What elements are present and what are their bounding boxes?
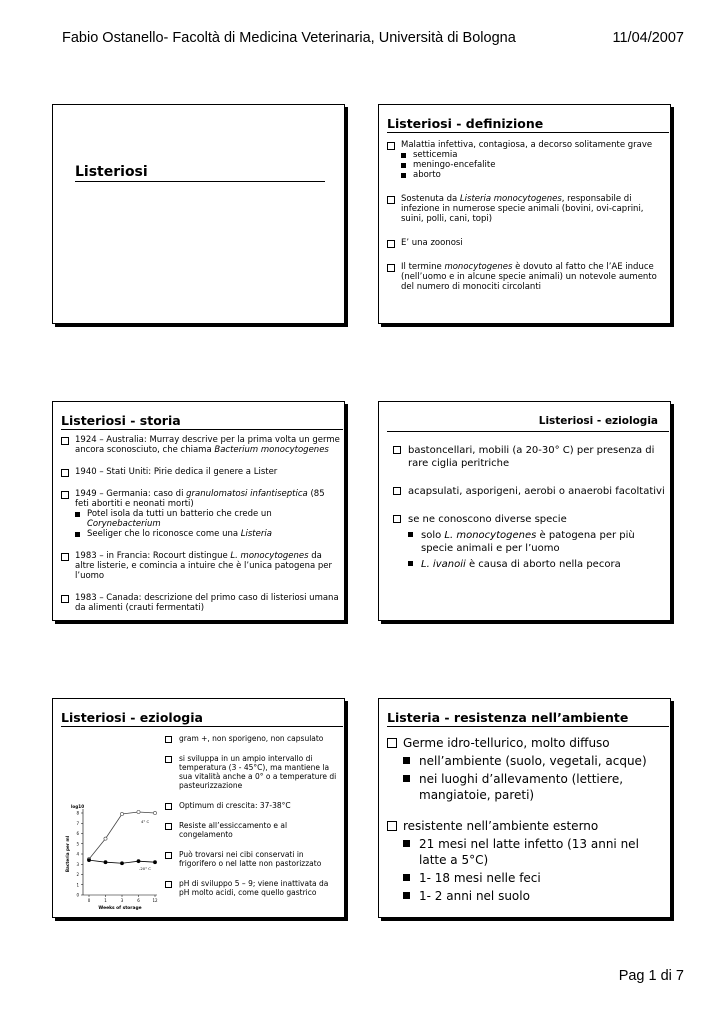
slide-definizione	[378, 104, 671, 324]
slide-title: Listeria - resistenza nell’ambiente	[387, 710, 629, 725]
list-item: resistente nell’ambiente esterno	[387, 818, 667, 834]
checkbox-bullet-icon	[387, 142, 395, 150]
list-item: solo L. monocytogenes è patogena per più specie animali e per l’uomo	[408, 529, 668, 555]
x-tick-label: 1	[104, 898, 107, 903]
data-point	[153, 861, 156, 864]
slide-storia	[52, 401, 345, 621]
list-item: nell’ambiente (suolo, vegetali, acque)	[403, 753, 667, 769]
square-bullet-icon	[401, 173, 406, 178]
list-item: 1940 – Stati Uniti: Pirie dedica il genere a Lister	[61, 467, 341, 477]
list-item: 1924 – Australia: Murray descrive per la prima volta un germe ancora sconosciuto, che chiama Bacterium monocytogenes	[61, 435, 341, 455]
title-underline	[387, 431, 669, 432]
list-item: bastoncellari, mobili (a 20-30° C) per presenza di rare ciglia peritriche	[393, 444, 668, 470]
title-underline	[75, 181, 325, 182]
list-item: 1- 2 anni nel suolo	[403, 888, 667, 904]
y-axis-label: Bacteria per ml	[65, 835, 70, 873]
checkbox-bullet-icon	[165, 852, 172, 859]
list-item: Germe idro-tellurico, molto diffuso	[387, 735, 667, 751]
square-bullet-icon	[403, 840, 410, 847]
list-item: Seeliger che lo riconosce come una Listeria	[75, 529, 341, 539]
page-header-title: Fabio Ostanello- Facoltà di Medicina Veterinaria, Università di Bologna	[62, 30, 516, 46]
data-point	[104, 837, 107, 840]
checkbox-bullet-icon	[393, 515, 401, 523]
slide-title: Listeriosi	[75, 164, 148, 180]
checkbox-bullet-icon	[165, 803, 172, 810]
x-tick-label: 0	[87, 898, 91, 903]
square-bullet-icon	[401, 163, 406, 168]
checkbox-bullet-icon	[61, 469, 69, 477]
list-item: 1- 18 mesi nelle feci	[403, 870, 667, 886]
x-tick-label: 6	[137, 898, 140, 903]
y-tick-label: 4	[76, 851, 79, 857]
y-tick-label: 2	[76, 872, 79, 877]
x-tick-label: 3	[120, 898, 124, 903]
checkbox-bullet-icon	[165, 736, 172, 743]
x-tick-label: 12	[152, 898, 158, 903]
series-label: -20° C	[139, 866, 151, 872]
list-item: acapsulati, asporigeni, aerobi o anaerobi facoltativi	[393, 485, 668, 498]
series-label: 4° C	[141, 819, 150, 824]
list-item: Può trovarsi nei cibi conservati in frigorifero o nel latte non pastorizzato	[165, 850, 340, 868]
list-item: setticemia	[401, 150, 667, 160]
page-header-date: 11/04/2007	[612, 30, 684, 46]
data-point	[104, 861, 107, 864]
title-underline	[61, 726, 343, 727]
list-item: 1949 – Germania: caso di granulomatosi infantiseptica (85 feti abortiti e neonati morti)	[61, 489, 341, 509]
list-item: L. ivanoii è causa di aborto nella pecora	[408, 558, 668, 571]
checkbox-bullet-icon	[165, 756, 172, 763]
checkbox-bullet-icon	[61, 595, 69, 603]
square-bullet-icon	[75, 512, 80, 517]
page-footer: Pag 1 di 7	[618, 968, 684, 984]
list-item: Potel isola da tutti un batterio che crede un Corynebacterium	[75, 509, 341, 529]
list-item: Sostenuta da Listeria monocytogenes, responsabile di infezione in numerose specie animali (bovini, ovi-caprini, suini, polli, cani, topi)	[387, 194, 667, 224]
list-item: Optimum di crescita: 37-38°C	[165, 801, 340, 810]
data-point	[137, 810, 140, 813]
data-point	[87, 859, 90, 862]
list-item: pH di sviluppo 5 – 9; viene inattivata da pH molto acidi, come quello gastrico	[165, 879, 340, 897]
title-underline	[61, 429, 343, 430]
data-point	[153, 811, 156, 814]
square-bullet-icon	[408, 532, 413, 537]
slide-eziologia-chart	[52, 698, 345, 918]
list-item: 1983 – Canada: descrizione del primo caso di listeriosi umana da alimenti (crauti fermentati)	[61, 593, 341, 613]
y-tick-label: 1	[76, 882, 79, 888]
checkbox-bullet-icon	[393, 487, 401, 495]
title-underline	[387, 132, 669, 133]
survival-chart	[61, 801, 164, 913]
list-item: aborto	[401, 170, 667, 180]
list-item: 21 mesi nel latte infetto (13 anni nel latte a 5°C)	[403, 836, 667, 868]
square-bullet-icon	[408, 561, 413, 566]
data-point	[120, 812, 123, 815]
list-item: nei luoghi d’allevamento (lettiere, mangiatoie, pareti)	[403, 771, 667, 803]
slide-listeriosi-title	[52, 104, 345, 324]
y-tick-label: 0	[76, 892, 79, 898]
list-item: Malattia infettiva, contagiosa, a decorso solitamente grave	[387, 140, 667, 150]
y-axis-unit-label: log10	[71, 804, 85, 809]
data-point	[120, 862, 123, 865]
checkbox-bullet-icon	[387, 264, 395, 272]
y-tick-label: 5	[76, 841, 79, 847]
checkbox-bullet-icon	[393, 446, 401, 454]
x-axis-label: Weeks of storage	[98, 906, 142, 911]
y-tick-label: 8	[76, 810, 79, 816]
list-item: E’ una zoonosi	[387, 238, 667, 248]
square-bullet-icon	[403, 757, 410, 764]
slide-resistenza	[378, 698, 671, 918]
data-point	[137, 860, 140, 863]
slide-title: Listeriosi - definizione	[387, 116, 544, 131]
title-underline	[387, 726, 669, 727]
checkbox-bullet-icon	[387, 738, 397, 748]
list-item: Resiste all’essiccamento e al congelamento	[165, 821, 340, 839]
square-bullet-icon	[403, 892, 410, 899]
checkbox-bullet-icon	[387, 821, 397, 831]
square-bullet-icon	[403, 775, 410, 782]
checkbox-bullet-icon	[61, 437, 69, 445]
list-item: 1983 – in Francia: Rocourt distingue L. monocytogenes da altre listerie, e comincia a intuire che è l’unica patogena per l’uomo	[61, 551, 341, 581]
y-tick-label: 3	[76, 861, 79, 867]
checkbox-bullet-icon	[387, 196, 395, 204]
list-item: gram +, non sporigeno, non capsulato	[165, 734, 340, 743]
y-tick-label: 7	[76, 820, 79, 826]
square-bullet-icon	[403, 874, 410, 881]
checkbox-bullet-icon	[387, 240, 395, 248]
slide-title: Listeriosi - storia	[61, 413, 181, 428]
list-item: Il termine monocytogenes è dovuto al fatto che l’AE induce (nell’uomo e in alcune specie animali) un notevole aumento del numero di monociti circolanti	[387, 262, 667, 292]
y-tick-label: 6	[76, 831, 79, 836]
list-item: meningo-encefalite	[401, 160, 667, 170]
square-bullet-icon	[401, 153, 406, 158]
slide-title: Listeriosi - eziologia	[61, 710, 203, 725]
checkbox-bullet-icon	[61, 553, 69, 561]
slide-eziologia-text	[378, 401, 671, 621]
square-bullet-icon	[75, 532, 80, 537]
checkbox-bullet-icon	[165, 881, 172, 888]
list-item: si sviluppa in un ampio intervallo di temperatura (3 - 45°C), ma mantiene la sua vitalità anche a 0° o a temperature di pasteurizzazione	[165, 754, 340, 790]
slide-title: Listeriosi - eziologia	[538, 415, 658, 427]
checkbox-bullet-icon	[61, 491, 69, 499]
checkbox-bullet-icon	[165, 823, 172, 830]
list-item: se ne conoscono diverse specie	[393, 513, 668, 526]
